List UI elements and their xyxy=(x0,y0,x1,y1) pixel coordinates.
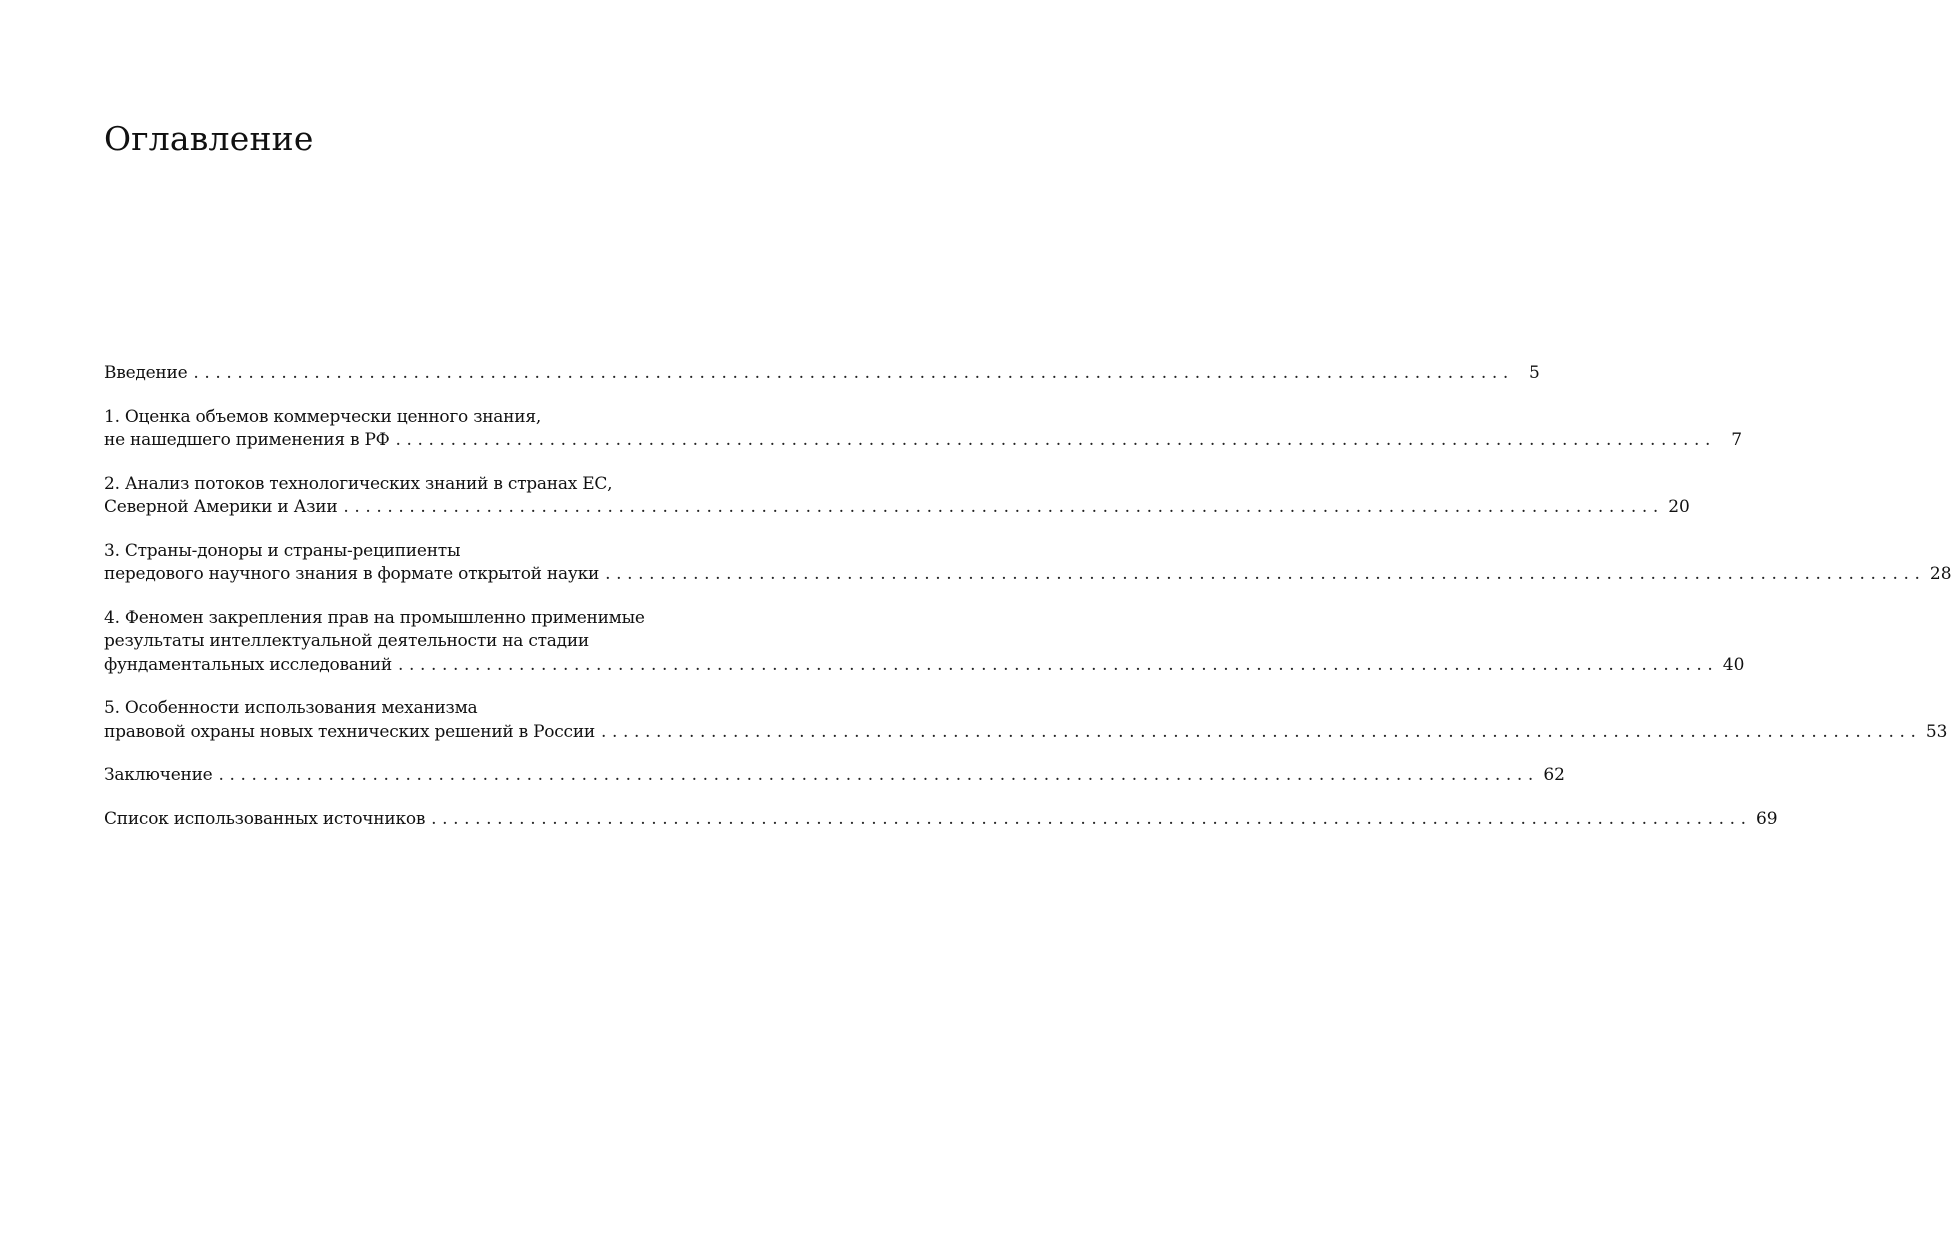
toc-entry-title: правовой охраны новых технических решений в России xyxy=(104,721,595,742)
toc-entry-line xyxy=(104,764,1565,788)
toc-entry-title: Список использованных источников xyxy=(104,808,426,829)
toc-page-number: 7 xyxy=(1731,430,1743,450)
toc-entry-title-line: 4. Феномен закрепления прав на промышленно применимые xyxy=(104,607,645,628)
toc-page-number: 20 xyxy=(1668,497,1690,517)
toc-page-number: 5 xyxy=(1529,363,1540,383)
dot-leader: ........................................................................................................................ xyxy=(605,564,1926,584)
dot-leader: ........................................................................................................................ xyxy=(343,497,1664,517)
toc-entry-chapter-2[interactable] xyxy=(104,473,1690,520)
toc-entry-line xyxy=(104,429,1743,453)
toc-entry-chapter-3[interactable] xyxy=(104,540,1952,587)
toc-entry-title-line: результаты интеллектуальной деятельности на стадии xyxy=(104,631,590,651)
toc-entry-title: фундаментальных исследований xyxy=(104,654,392,675)
toc-entry-line xyxy=(104,654,1745,678)
toc-entry-line xyxy=(104,563,1952,587)
toc-entry-introduction[interactable] xyxy=(104,362,1540,386)
dot-leader: ........................................................................................................................ xyxy=(601,721,1922,742)
toc-entry-title: Введение xyxy=(104,363,188,383)
toc-entry-chapter-4[interactable] xyxy=(104,607,1745,678)
toc-page-number: 62 xyxy=(1543,765,1565,785)
toc-entry-title: Заключение xyxy=(104,765,213,785)
toc-entry-title-line: 3. Страны-доноры и страны-реципиенты xyxy=(104,540,461,561)
toc-entry-title-line: 2. Анализ потоков технологических знаний в странах ЕС, xyxy=(104,473,613,494)
dot-leader: ........................................................................................................................ xyxy=(397,654,1719,675)
dot-leader: ........................................................................................................................ xyxy=(395,430,1717,450)
toc-entry-line xyxy=(104,362,1540,386)
toc-entry-chapter-1[interactable] xyxy=(104,406,1743,453)
toc-entry-title: передового научного знания в формате открытой науки xyxy=(104,564,600,584)
toc-entry-line xyxy=(104,496,1690,520)
toc-entry-chapter-5[interactable] xyxy=(104,697,1948,744)
page-title: Оглавление xyxy=(104,119,314,158)
table-of-contents xyxy=(104,362,1952,831)
toc-entry-references[interactable] xyxy=(104,808,1778,832)
toc-entry-title: не нашедшего применения в РФ xyxy=(104,430,390,450)
toc-entry-line xyxy=(104,721,1948,745)
toc-page-number: 40 xyxy=(1722,654,1745,675)
toc-entry-title-line: 5. Особенности использования механизма xyxy=(104,698,478,718)
toc-entry-conclusion[interactable] xyxy=(104,764,1565,788)
dot-leader: ........................................................................................................................ xyxy=(193,363,1514,383)
toc-entry-line xyxy=(104,808,1778,832)
dot-leader: ........................................................................................................................ xyxy=(431,808,1752,829)
toc-entry-title-line: 1. Оценка объемов коммерчески ценного знания, xyxy=(104,406,541,427)
toc-page-number: 28 xyxy=(1929,564,1952,584)
toc-page-number: 53 xyxy=(1925,721,1948,742)
toc-page-number: 69 xyxy=(1755,808,1778,829)
dot-leader: ........................................................................................................................ xyxy=(218,765,1539,785)
toc-entry-title: Северной Америки и Азии xyxy=(104,497,338,517)
